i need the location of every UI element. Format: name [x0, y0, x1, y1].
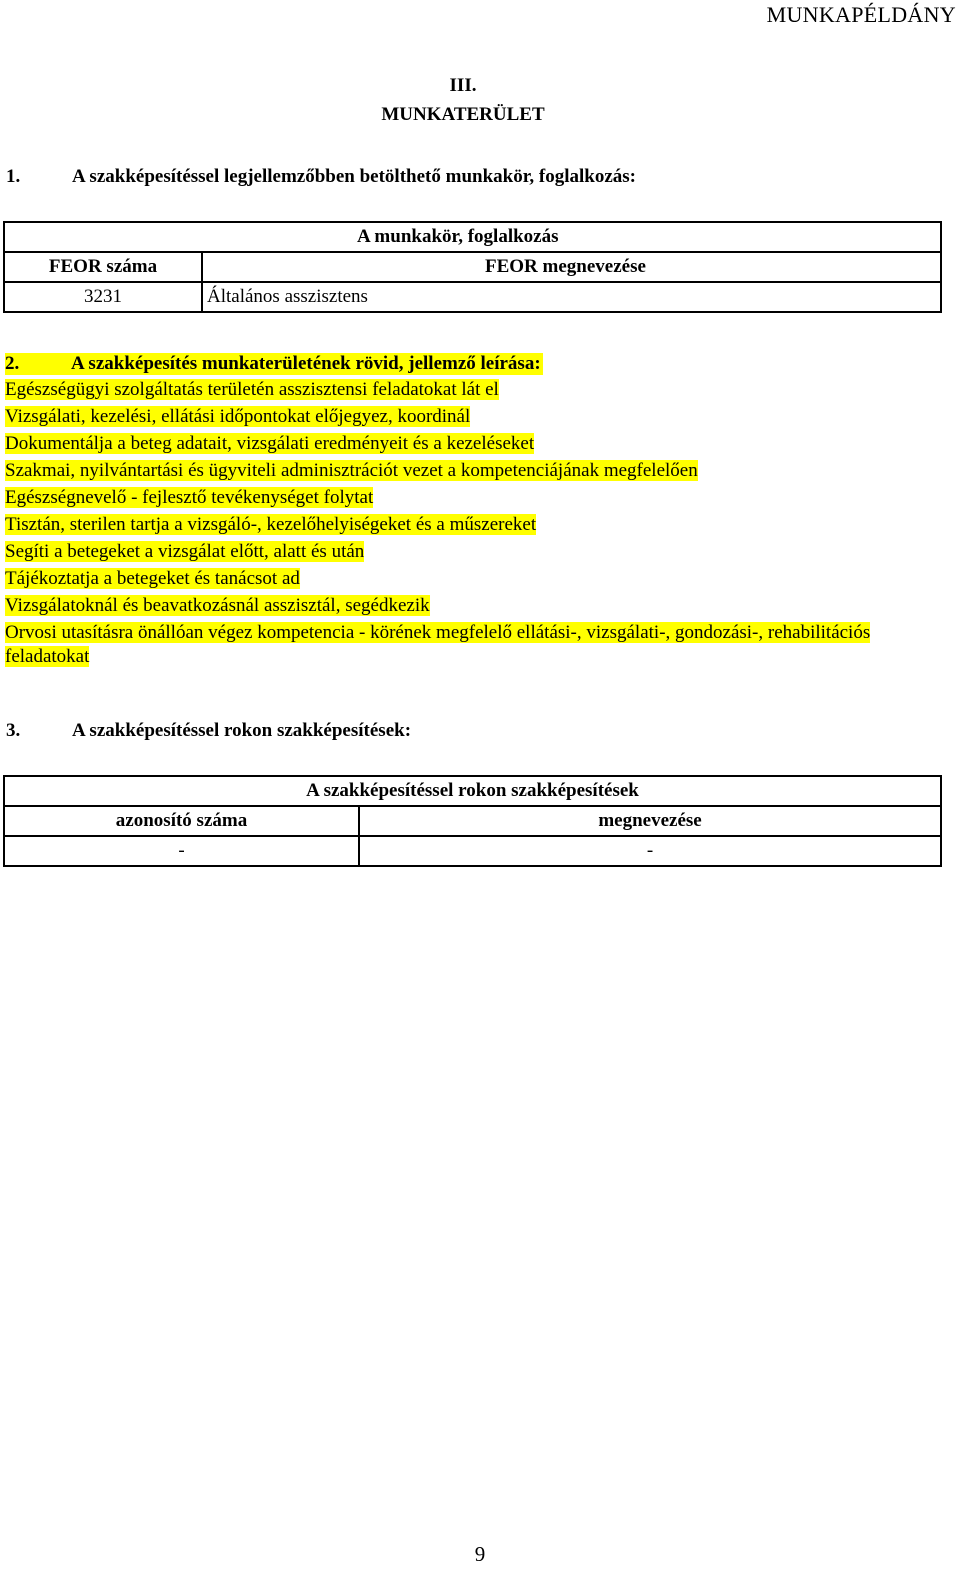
list-item: Segíti a betegeket a vizsgálat előtt, alatt és után: [5, 541, 365, 562]
section-2-number: 2.: [5, 353, 20, 374]
section-3-title: A szakképesítéssel rokon szakképesítések:: [72, 720, 412, 741]
list-item-last-line-2: feladatokat: [5, 646, 90, 667]
list-item: Egészségügyi szolgáltatás területén asszisztensi feladatokat lát el: [5, 379, 499, 400]
section-1-number: 1.: [6, 166, 21, 187]
list-item-last-line-1: Orvosi utasításra önállóan végez kompetencia - körének megfelelő ellátási-, vizsgálati-, gondozási-, rehabilitációs: [5, 622, 871, 643]
chapter-title: MUNKATERÜLET: [381, 104, 545, 125]
list-item: Tisztán, sterilen tartja a vizsgáló-, kezelőhelyiségeket és a műszereket: [5, 514, 537, 535]
list-item: Tájékoztatja a betegeket és tanácsot ad: [5, 568, 300, 589]
related-id-header: azonosító száma: [4, 806, 359, 836]
list-item: Egészségnevelő - fejlesztő tevékenységet folytat: [5, 487, 374, 508]
list-item: Dokumentálja a beteg adatait, vizsgálati eredményeit és a kezeléseket: [5, 433, 535, 454]
related-name-header: megnevezése: [359, 806, 941, 836]
feor-group-header: A munkakör, foglalkozás: [202, 222, 941, 252]
watermark: MUNKAPÉLDÁNY: [766, 2, 956, 27]
page-number: 9: [474, 1542, 486, 1566]
feor-table: [3, 221, 942, 313]
description-list: [5, 376, 955, 669]
list-item: Vizsgálati, kezelési, ellátási időpontokat előjegyez, koordinál: [5, 406, 471, 427]
related-qualifications-table: [3, 775, 942, 867]
section-2-title: A szakképesítés munkaterületének rövid, jellemző leírása:: [71, 353, 541, 374]
feor-name-cell: Általános asszisztens: [202, 282, 941, 312]
section-1-heading: [6, 166, 636, 188]
feor-code-cell: 3231: [4, 282, 202, 312]
section-2-heading: [5, 353, 543, 375]
list-item: Szakmai, nyilvántartási és ügyviteli adminisztrációt vezet a kompetenciájának megfelelően: [5, 460, 698, 481]
section-3-heading: [6, 720, 411, 742]
chapter-number: III.: [449, 75, 477, 96]
feor-code-header: FEOR száma: [4, 252, 202, 282]
related-name-cell: -: [359, 836, 941, 866]
list-item: Vizsgálatoknál és beavatkozásnál asszisztál, segédkezik: [5, 595, 430, 616]
table-row: [4, 836, 941, 866]
table-row: [4, 282, 941, 312]
related-id-cell: -: [4, 836, 359, 866]
related-group-header: A szakképesítéssel rokon szakképesítések: [4, 776, 941, 806]
feor-name-header: FEOR megnevezése: [202, 252, 941, 282]
section-3-number: 3.: [6, 720, 21, 741]
section-1-title: A szakképesítéssel legjellemzőbben betölthető munkakör, foglalkozás:: [72, 166, 637, 187]
